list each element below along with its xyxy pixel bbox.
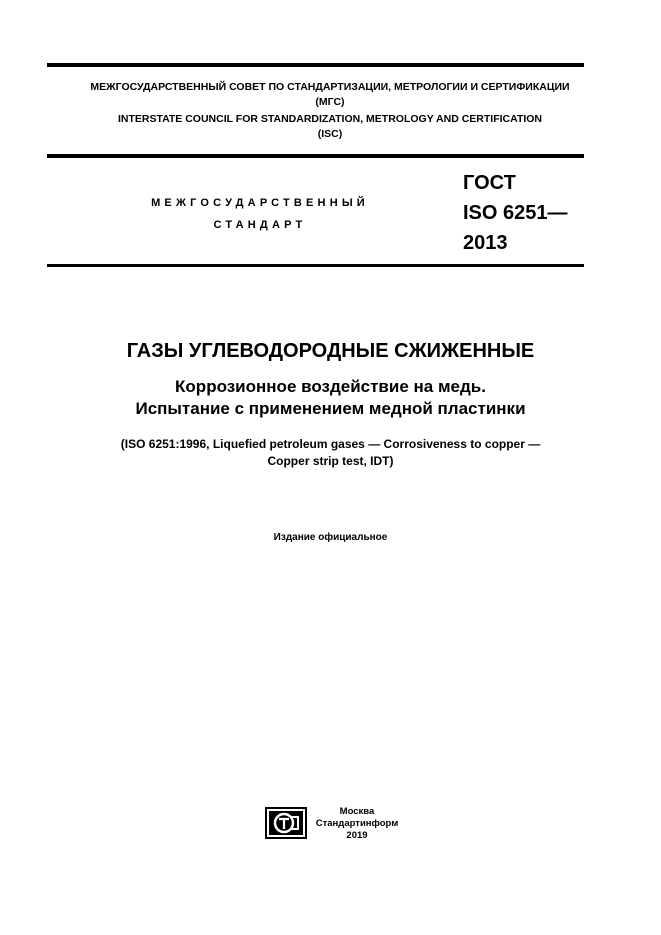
council-name-en <box>47 112 613 142</box>
designation-line1: ГОСТ <box>463 172 516 194</box>
standard-type-line1: МЕЖГОСУДАРСТВЕННЫЙ <box>151 197 369 209</box>
publisher-imprint <box>312 806 402 842</box>
standard-type <box>100 192 420 236</box>
top-rule <box>47 63 584 67</box>
council-en-abbr: (ISC) <box>317 128 343 140</box>
council-ru-line1: МЕЖГОСУДАРСТВЕННЫЙ СОВЕТ ПО СТАНДАРТИЗАЦИИ, МЕТРОЛОГИИ И СЕРТИФИКАЦИИ <box>90 81 570 93</box>
subtitle-line1: Коррозионное воздействие на медь. <box>175 377 486 396</box>
designation-line2: ISO 6251— <box>463 202 568 224</box>
iso-reference-line1: (ISO 6251:1996, Liquefied petroleum gases — Corrosiveness to copper — <box>120 437 541 451</box>
standard-designation <box>463 168 568 258</box>
standartinform-logo-icon <box>265 807 307 839</box>
publisher-year: 2019 <box>346 830 368 841</box>
iso-reference <box>0 436 661 470</box>
designation-line3: 2013 <box>463 232 508 254</box>
council-ru-abbr: (МГС) <box>315 96 345 108</box>
document-subtitle <box>0 376 661 420</box>
middle-rule <box>47 154 584 158</box>
council-en-line1: INTERSTATE COUNCIL FOR STANDARDIZATION, METROLOGY AND CERTIFICATION <box>117 113 543 125</box>
publisher-name: Стандартинформ <box>315 818 399 829</box>
document-title: ГАЗЫ УГЛЕВОДОРОДНЫЕ СЖИЖЕННЫЕ <box>126 340 535 362</box>
council-name-ru <box>47 80 613 110</box>
publisher-city: Москва <box>339 806 375 817</box>
bottom-rule <box>47 264 584 267</box>
standard-type-line2: СТАНДАРТ <box>213 219 307 231</box>
edition-note: Издание официальное <box>273 532 388 543</box>
iso-reference-line2: Copper strip test, IDT) <box>267 454 394 468</box>
subtitle-line2: Испытание с применением медной пластинки <box>135 399 526 418</box>
